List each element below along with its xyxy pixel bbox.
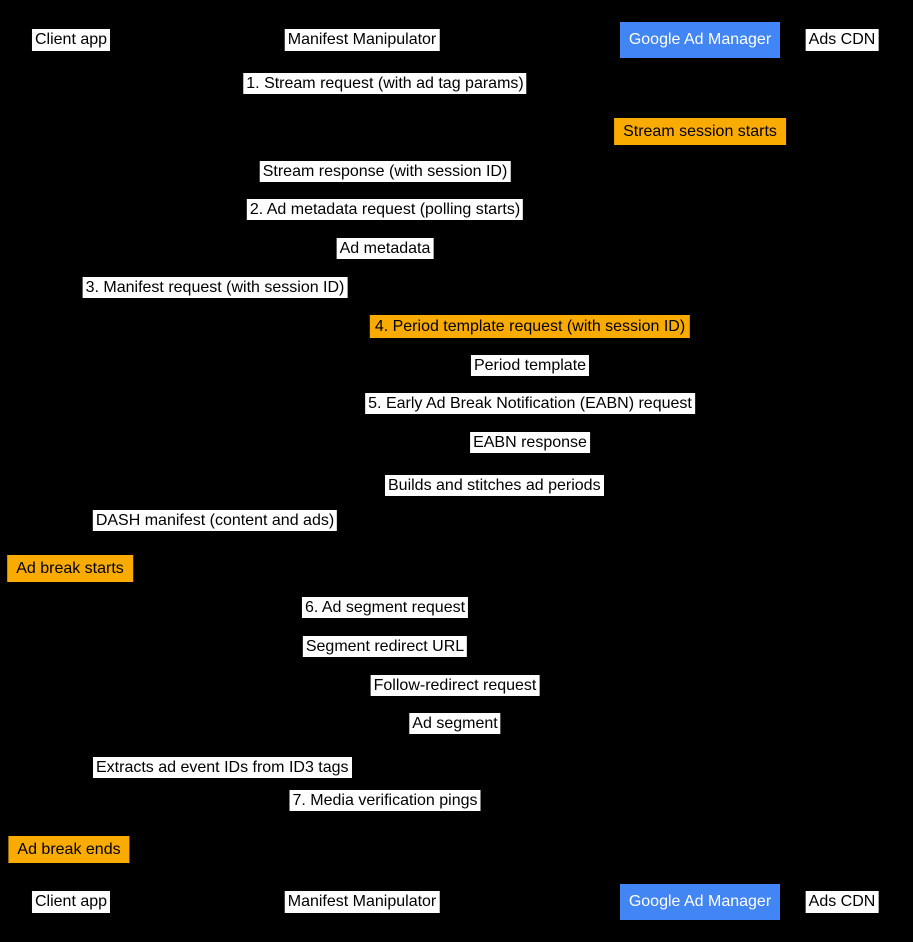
message-follow-redirect-request: Follow-redirect request [371,675,540,696]
message-media-verification-pings: 7. Media verification pings [290,790,481,811]
note-ad-break-ends: Ad break ends [8,836,129,863]
message-stream-response: Stream response (with session ID) [260,161,511,182]
actor-client-app-top: Client app [32,29,110,51]
message-ad-segment: Ad segment [409,713,500,734]
message-ad-metadata: Ad metadata [337,238,434,259]
actor-google-ad-manager-bottom: Google Ad Manager [620,884,780,920]
actor-client-app-bottom: Client app [32,891,110,913]
message-extracts-ad-event-ids: Extracts ad event IDs from ID3 tags [93,757,352,778]
message-period-template-request: 4. Period template request (with session ID) [370,315,690,338]
actor-manifest-manipulator-top: Manifest Manipulator [285,29,440,51]
message-ad-segment-request: 6. Ad segment request [302,597,468,618]
message-stream-request: 1. Stream request (with ad tag params) [243,73,526,94]
message-eabn-request: 5. Early Ad Break Notification (EABN) request [365,393,695,414]
message-dash-manifest: DASH manifest (content and ads) [93,510,337,531]
message-period-template: Period template [471,355,589,376]
note-stream-session-starts: Stream session starts [614,118,786,145]
message-eabn-response: EABN response [470,432,590,453]
actor-ads-cdn-top: Ads CDN [806,29,879,51]
actor-manifest-manipulator-bottom: Manifest Manipulator [285,891,440,913]
message-builds-and-stitches-ad-periods: Builds and stitches ad periods [385,475,604,496]
message-segment-redirect-url: Segment redirect URL [303,636,467,657]
actor-google-ad-manager-top: Google Ad Manager [620,22,780,58]
actor-ads-cdn-bottom: Ads CDN [806,891,879,913]
message-ad-metadata-request: 2. Ad metadata request (polling starts) [247,199,523,220]
message-manifest-request: 3. Manifest request (with session ID) [83,277,348,298]
note-ad-break-starts: Ad break starts [7,555,133,582]
